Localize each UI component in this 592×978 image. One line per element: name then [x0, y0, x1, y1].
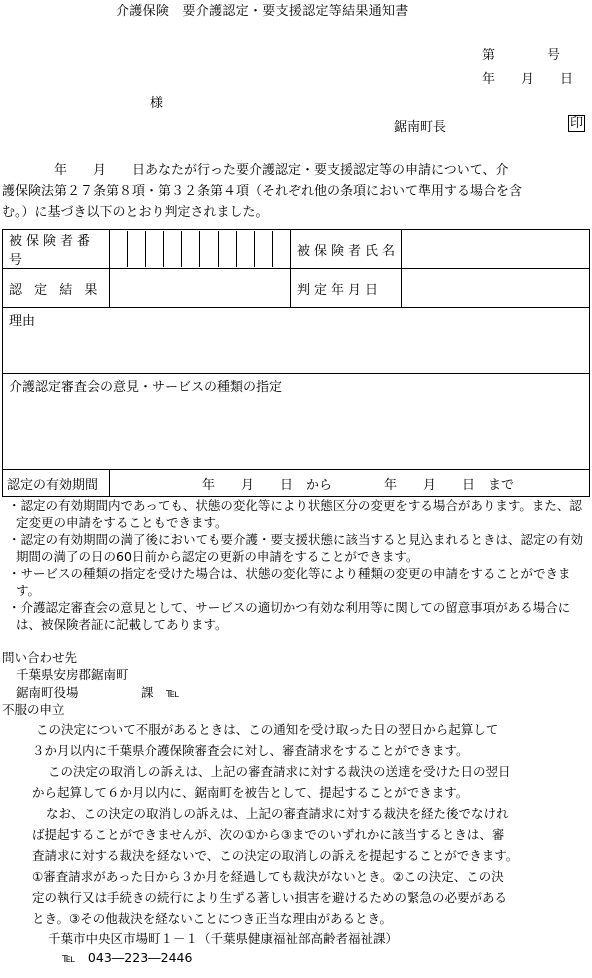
document-number-label: 第 号 [482, 48, 561, 63]
inquiry-address: 千葉県安房郡鋸南町 [16, 667, 129, 682]
digit-box [272, 231, 290, 267]
digit-box [110, 231, 127, 267]
appeal-paragraph-line: 定の執行又は手続きの続行により生ずる著しい損害を避けるための緊急の必要がある [32, 890, 508, 905]
notes-list [8, 497, 588, 633]
insured-name-field[interactable] [402, 230, 590, 269]
digit-box [199, 231, 217, 267]
reason-field[interactable] [3, 308, 590, 374]
issuer-name: 鋸南町長 [394, 120, 447, 135]
appeal-heading: 不服の申立 [2, 702, 65, 717]
validity-label: 認定の有効期間 [3, 470, 110, 497]
digit-box [127, 231, 145, 267]
document-title: 介護保険 要介護認定・要支援認定等結果通知書 [116, 4, 409, 19]
appeal-paragraph-line: とき。③その他裁決を経ないことにつき正当な理由があるとき。 [32, 911, 392, 926]
certification-form-table [2, 229, 590, 497]
appeal-paragraph-line: この決定の取消しの訴えは、上記の審査請求に対する裁決の送達を受けた日の翌日 [48, 764, 511, 779]
opinion-label: 介護認定審査会の意見・サービスの種類の指定 [9, 380, 283, 395]
digit-box [145, 231, 163, 267]
digit-box [236, 231, 254, 267]
intro-line: 年 月 日あなたが行った要介護認定・要支援認定等の申請について、介 [2, 163, 509, 178]
opinion-field[interactable] [3, 374, 590, 470]
appeal-paragraph-line: なお、この決定の取消しの訴えは、上記の審査請求に対する裁決を経た後でなけれ [46, 806, 509, 821]
appeal-paragraph-line: ば提起することができませんが、次の①から③までのいずれかに該当するときは、審 [32, 827, 505, 842]
digit-box [181, 231, 199, 267]
reason-label: 理由 [9, 314, 36, 329]
appeal-paragraph-line: ①審査請求があった日から３か月を経過しても裁決がないとき。②この決定、この決 [32, 869, 504, 884]
result-label: 認 定 結 果 [3, 269, 110, 308]
intro-paragraph [2, 160, 590, 223]
appeal-authority-address: 千葉市中央区市場町１－１（千葉県健康福祉部高齢者福祉課） [48, 931, 399, 946]
intro-line: む。）に基づき以下のとおり判定されました。 [2, 205, 269, 220]
decision-date-field[interactable] [402, 269, 590, 308]
appeal-paragraph-line: この決定について不服があるときは、この通知を受け取った日の翌日から起算して [36, 722, 499, 737]
appeal-paragraph-line: ３か月以内に千葉県介護保険審査会に対し、審査請求をすることができます。 [32, 743, 469, 758]
intro-line: 護保険法第２７条第８項・第３２条第４項（それぞれ他の条項において準用する場合を含 [2, 184, 523, 199]
official-seal-mark: 印 [570, 116, 584, 131]
note-item: ・介護認定審査会の意見として、サービスの適切かつ有効な利用等に関しての留意事項がある場合には、被保険者証に記載してあります。 [8, 600, 571, 632]
note-item: ・認定の有効期間の満了後においても要介護・要支援状態に該当すると見込まれるときは、認定の有効期間の満了の日の60日前から認定の更新の申請をすることができます。 [8, 532, 584, 564]
insured-name-label: 被保険者氏名 [291, 230, 402, 269]
decision-date-label: 判定年月日 [291, 269, 402, 308]
appeal-section [2, 700, 518, 967]
result-field[interactable] [110, 269, 291, 308]
appeal-paragraph-line: 査請求に対する裁決を経ないで、この決定の取消しの訴えを提起することができます。 [32, 848, 519, 863]
appeal-paragraph-line: から起算して６か月以内に、鋸南町を被告として、提起することができます。 [32, 785, 469, 800]
digit-box [254, 231, 272, 267]
digit-box [218, 231, 236, 267]
digit-box [163, 231, 181, 267]
insured-number-label: 被保険者番号 [3, 230, 110, 269]
note-item: ・サービスの種類の指定を受けた場合は、状態の変化等により種類の変更の申請をすることができます。 [8, 566, 571, 598]
note-item: ・認定の有効期間内であっても、状態の変化等により状態区分の変更をする場合があります。また、認定変更の申請をすることもできます。 [8, 498, 582, 530]
inquiry-heading: 問い合わせ先 [2, 650, 78, 665]
addressee-suffix: 様 [150, 96, 164, 111]
validity-period-field[interactable]: 年 月 日 から 年 月 日 まで [110, 470, 590, 497]
inquiry-office: 鋸南町役場 課 ℡ [16, 685, 180, 700]
appeal-authority-phone: ℡ 043―223―2446 [62, 950, 193, 965]
document-date-label: 年 月 日 [482, 72, 574, 87]
insured-number-field[interactable] [110, 230, 291, 269]
inquiry-section [2, 648, 179, 702]
